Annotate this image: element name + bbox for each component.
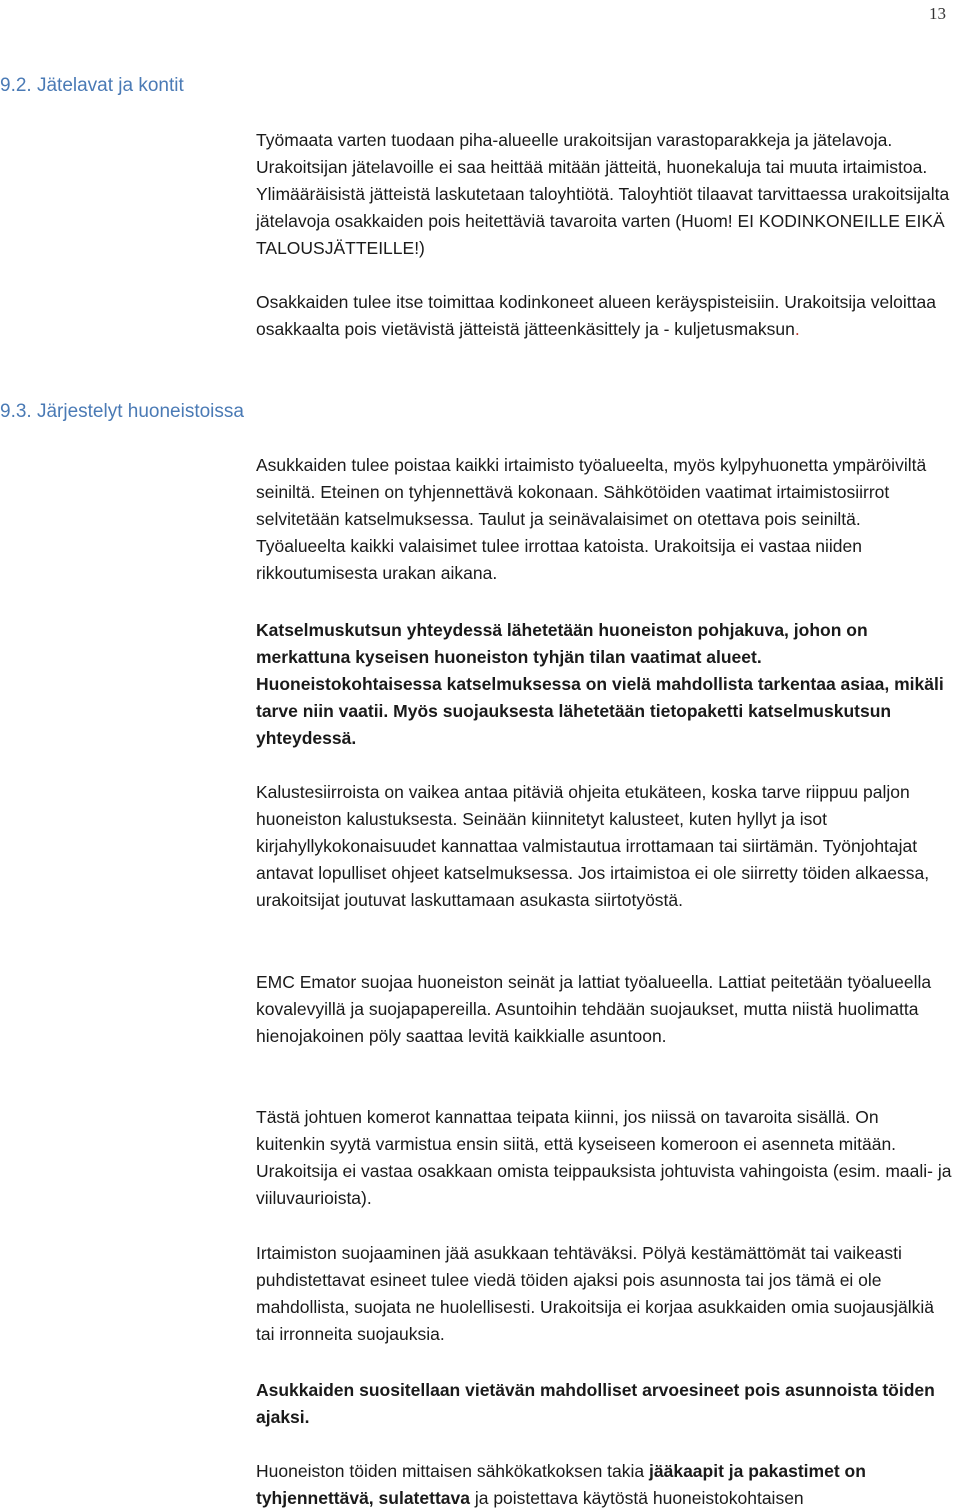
paragraph-text: Tästä johtuen komerot kannattaa teipata kiinni, jos niissä on tavaroita sisällä. On kuitenkin syytä varmistua ensin siitä, että kyseiseen komeroon ei asenneta mitään. Urakoitsija ei vastaa osakkaan omista teippauksista johtuvista vahingoista (esim. maali- ja viiluvaurioista). (256, 1107, 952, 1208)
paragraph-text: Katselmuskutsun yhteydessä lähetetään huoneiston pohjakuva, johon on merkattuna kyseisen huoneiston tyhjän tilan vaatimat alueet. Huoneistokohtaisessa katselmuksessa on vielä mahdollista tarkentaa asiaa, mikäli tarve niin vaatii. Myös suojauksesta lähetetään tietopaketti katselmuskutsun yhteydessä. (256, 620, 944, 748)
paragraph-furniture-moves (256, 779, 952, 914)
paragraph-valuables (256, 1377, 952, 1431)
paragraph-protection (256, 969, 952, 1050)
paragraph-text: Asukkaiden tulee poistaa kaikki irtaimisto työalueelta, myös kylpyhuonetta ympäröiviltä seiniltä. Eteinen on tyhjennettävä kokonaan. Sähkötöiden vaatimat irtaimistosiirrot selvitetään katselmuksessa. Taulut ja seinävalaisimet on otettava pois seiniltä. Työalueelta kaikki valaisimet tulee irrottaa katoista. Urakoitsija ei vastaa niiden rikkoutumisesta urakan aikana. (256, 455, 927, 583)
paragraph-text (256, 289, 952, 343)
paragraph-clear-work-area (256, 452, 952, 587)
section-heading-9-2: 9.2. Jätelavat ja kontit (0, 75, 184, 96)
paragraph-belongings-protection (256, 1240, 952, 1348)
paragraph-power-outage (256, 1458, 952, 1512)
paragraph-text-end: ja poistettava käytöstä huoneistokohtaisen (469, 1488, 804, 1508)
paragraph-appliances (256, 289, 952, 343)
paragraph-text: Irtaimiston suojaaminen jää asukkaan tehtäväksi. Pölyä kestämättömät tai vaikeasti puhdistettavat esineet tulee viedä töiden ajaksi pois asunnosta tai jos tämä ei ole mahdollista, suojata ne huolellisesti. Urakoitsija ei korjaa asukkaiden omia suojausjälkiä tai irronneita suojauksia. (256, 1243, 934, 1344)
red-period: . (794, 319, 800, 339)
paragraph-text-emphasis: jääkaapit ja pakastimet on tyhjennettävä, sulatettava (256, 1461, 866, 1508)
paragraph-text (256, 1458, 952, 1512)
paragraph-text-start: Huoneiston töiden mittaisen sähkökatkoksen takia (256, 1461, 650, 1481)
paragraph-text: Työmaata varten tuodaan piha-alueelle urakoitsijan varastoparakkeja ja jätelavoja. Urakoitsijan jätelavoille ei saa heittää mitään jätteitä, huonekaluja tai muuta irtaimistoa. Ylimääräisistä jätteistä laskutetaan taloyhtiötä. Taloyhtiöt tilaavat tarvittaessa urakoitsijalta jätelavoja osakkaiden pois heitettäviä tavaroita varten (Huom! EI KODINKONEILLE EIKÄ TALOUSJÄTTEILLE!) (256, 130, 950, 258)
page-number: 13 (929, 4, 946, 23)
section-heading-9-3: 9.3. Järjestelyt huoneistoissa (0, 401, 244, 422)
paragraph-text: Kalustesiirroista on vaikea antaa pitäviä ohjeita etukäteen, koska tarve riippuu paljon huoneiston kalustuksesta. Seinään kiinnitetyt kalusteet, kuten hyllyt ja isot kirjahyllykokonaisuudet kannattaa valmistautua irrottamaan tai siirtämän. Työnjohtajat antavat lopulliset ohjeet katselmuksessa. Jos irtaimistoa ei ole siirretty töiden alkaessa, urakoitsijat joutuvat laskuttamaan asukasta siirtotyöstä. (256, 782, 930, 910)
paragraph-inspection-invitation (256, 617, 952, 752)
paragraph-text: EMC Emator suojaa huoneiston seinät ja lattiat työalueella. Lattiat peitetään työalueella kovalevyillä ja suojapapereilla. Asuntoihin tehdään suojaukset, mutta niistä huolimatta hienojakoinen pöly saattaa levitä kaikkialle asuntoon. (256, 972, 932, 1046)
paragraph-text: Asukkaiden suositellaan vietävän mahdolliset arvoesineet pois asunnoista töiden ajaksi. (256, 1380, 935, 1427)
paragraph-waste-containers (256, 127, 952, 262)
paragraph-text-main: Osakkaiden tulee itse toimittaa kodinkoneet alueen keräyspisteisiin. Urakoitsija veloittaa osakkaalta pois vietävistä jätteistä jätteenkäsittely ja - kuljetusmaksun (256, 292, 936, 339)
paragraph-closets (256, 1104, 952, 1212)
